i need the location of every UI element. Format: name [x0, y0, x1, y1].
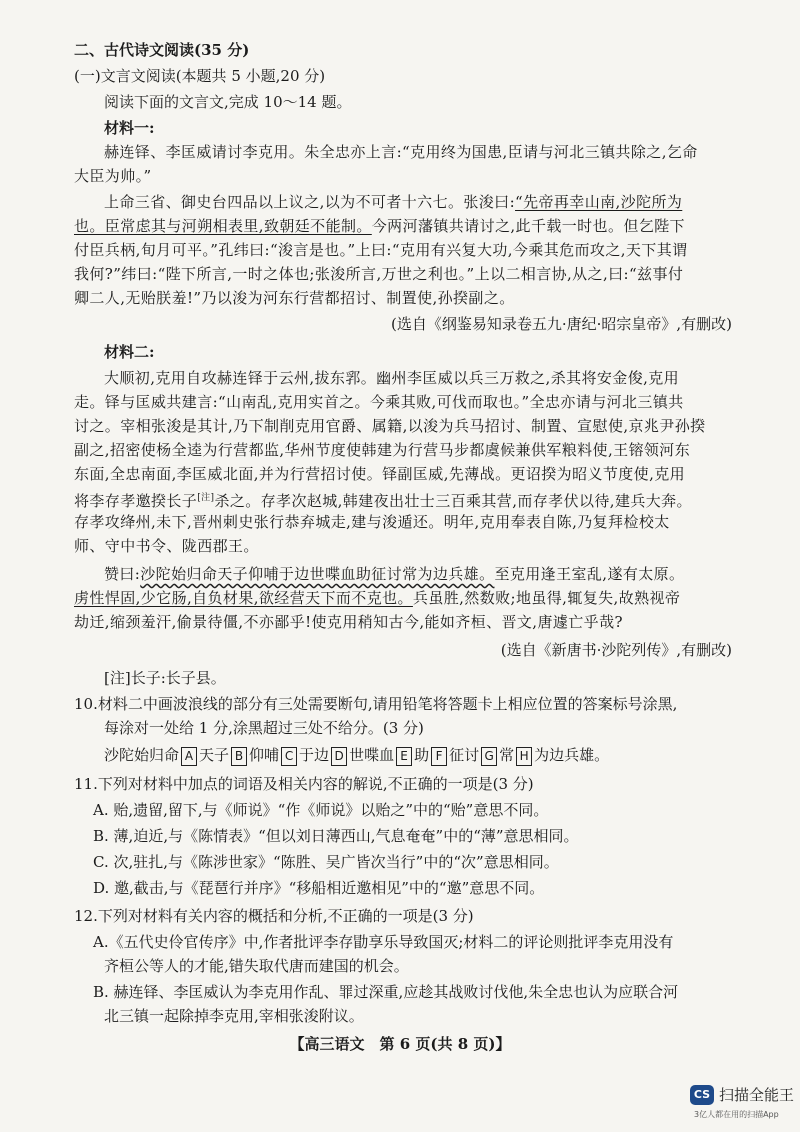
subsection-title: (一)文言文阅读(本题共 5 小题,20 分): [74, 67, 326, 85]
q12-option-b-line2: 北三镇一起除掉李克用,宰相张浚附议。: [104, 1007, 364, 1025]
answer-box-h[interactable]: H: [516, 747, 532, 766]
note-mark: [注]: [197, 493, 215, 503]
segment: 助: [414, 746, 430, 764]
underlined-text: 也。臣常虑其与河朔相表里,致朝廷不能制。: [74, 217, 372, 235]
q10-segment-line: [104, 745, 800, 766]
underlined-text: 虏性悍固,少它肠,自负材果,欲经营天下而不克也。: [74, 589, 413, 607]
m2-p1-line4: 副之,招密使杨全逵为行营都监,华州节度使韩建为行营马步都虞候兼供军粮料使,王镕领河东: [74, 441, 691, 459]
m1-p2-line2: [74, 216, 800, 236]
q10-stem2: 每涂对一处给 1 分,涂黑超过三处不给分。(3 分): [104, 719, 424, 737]
underlined-text: “先帝再幸山南,沙陀所为: [515, 193, 683, 211]
q10-text: 材料二中画波浪线的部分有三处需要断句,请用铅笔将答题卡上相应位置的答案标号涂黑,: [97, 695, 678, 713]
m1-p2-line3: 付臣兵柄,旬月可平。”孔纬曰:“浚言是也。”上曰:“克用有兴复大功,今乘其危而攻之,天下其谓: [74, 241, 688, 259]
text: 至克用逢王室乱,遂有太原。: [494, 565, 685, 583]
instruction: 阅读下面的文言文,完成 10～14 题。: [104, 93, 352, 111]
q12-stem: 12.下列对材料有关内容的概括和分析,不正确的一项是(3 分): [74, 907, 474, 925]
m1-p2-line1: [104, 192, 800, 212]
m2-p1-line6: [74, 488, 800, 511]
q11-stem: 11.下列对材料中加点的词语及相关内容的解说,不正确的一项是(3 分): [74, 775, 534, 793]
answer-box-d[interactable]: D: [331, 747, 347, 766]
text: 今两河藩镇共请讨之,此千载一时也。但乞陛下: [371, 217, 685, 235]
m2-p1-line3: 讨之。宰相张浚是其计,乃下制削克用官爵、属籍,以浚为兵马招讨、制置、宣慰使,京兆尹孙揆: [74, 417, 706, 435]
segment: 沙陀始归命: [104, 746, 180, 764]
m1-p2-line5: 卿二人,无贻朕羞!”乃以浚为河东行营都招讨、制置使,孙揆副之。: [74, 289, 515, 307]
material1-label: 材料一:: [104, 119, 155, 137]
text: 赞曰:: [104, 565, 141, 583]
m2-p2-line2: [74, 588, 800, 608]
material2-label: 材料二:: [104, 343, 155, 361]
text: 将李存孝邀揆长子: [74, 492, 198, 510]
q11-option-a: A. 贻,遗留,留下,与《师说》“作《师说》以贻之”中的“贻”意思不同。: [93, 801, 549, 819]
scanner-tagline: 3亿人都在用的扫描App: [694, 1110, 779, 1119]
m1-source: (选自《纲鉴易知录卷五九·唐纪·昭宗皇帝》,有删改): [390, 315, 732, 333]
text: 上命三省、御史台四品以上议之,以为不可者十六七。张浚曰:: [104, 193, 516, 211]
q10-number: 10.: [74, 695, 98, 713]
segment: 为边兵雄。: [534, 746, 610, 764]
answer-box-f[interactable]: F: [431, 747, 447, 766]
wavy-underlined-text: 沙陀始归命天子仰哺于边世喋血助征讨常为边兵雄。: [140, 565, 495, 583]
answer-box-b[interactable]: B: [231, 747, 247, 766]
text: 杀之。存孝次赵城,韩建夜出壮士三百乘其营,而存孝伏以待,建兵大奔。: [214, 492, 692, 510]
m2-p1-line7: 存孝攻绛州,未下,晋州刺史张行恭弃城走,建与浚遁还。明年,克用奉表自陈,乃复拜检校太: [74, 513, 670, 531]
segment: 于边: [299, 746, 330, 764]
m2-p1-line8: 师、守中书令、陇西郡王。: [74, 537, 259, 555]
m2-p2-line1: [104, 564, 800, 584]
section-title: 二、古代诗文阅读(35 分): [74, 41, 250, 59]
page-footer: 【高三语文 第 6 页(共 8 页)】: [289, 1035, 511, 1053]
m1-p1-line1: 赫连铎、李匡威请讨李克用。朱全忠亦上言:“克用终为国患,臣请与河北三镇共除之,乞命: [104, 143, 698, 161]
answer-box-g[interactable]: G: [481, 747, 497, 766]
segment: 世喋血: [349, 746, 395, 764]
q11-option-c: C. 次,驻扎,与《陈涉世家》“陈胜、吴广皆次当行”中的“次”意思相同。: [93, 853, 559, 871]
m1-p2-line4: 我何?”纬曰:“陛下所言,一时之体也;张浚所言,万世之利也。”上以二相言协,从之,曰:“兹事付: [74, 265, 684, 283]
note: [注]长子:长子县。: [104, 669, 226, 687]
m2-source: (选自《新唐书·沙陀列传》,有删改): [500, 641, 732, 659]
segment: 常: [499, 746, 515, 764]
segment: 仰哺: [249, 746, 280, 764]
q12-option-a-line2: 齐桓公等人的才能,错失取代唐而建国的机会。: [104, 957, 409, 975]
scanner-logo-icon: CS: [690, 1085, 714, 1105]
m2-p1-line2: 走。铎与匡威共建言:“山南乱,克用实首之。今乘其败,可伐而取也。”全忠亦请与河北三镇共: [74, 393, 684, 411]
scanner-watermark: [690, 1083, 800, 1123]
segment: 天子: [199, 746, 230, 764]
segment: 征讨: [449, 746, 480, 764]
text: 兵虽胜,然数败;地虽得,辄复失,故熟视帝: [412, 589, 681, 607]
q12-option-a-line1: A.《五代史伶官传序》中,作者批评李存勖享乐导致国灭;材料二的评论则批评李克用没有: [93, 933, 674, 951]
m2-p1-line5: 东面,全忠南面,李匡威北面,并为行营招讨使。铎副匡威,先薄战。更诏揆为昭义节度使,克用: [74, 465, 686, 483]
q11-option-b: B. 薄,迫近,与《陈情表》“但以刘日薄西山,气息奄奄”中的“薄”意思相同。: [93, 827, 579, 845]
scanner-brand: 扫描全能王: [719, 1086, 795, 1104]
m1-p1-line2: 大臣为帅。”: [74, 167, 152, 185]
answer-box-e[interactable]: E: [396, 747, 412, 766]
q10-stem: [74, 694, 800, 714]
m2-p1-line1: 大顺初,克用自攻赫连铎于云州,拔东郛。幽州李匡威以兵三万救之,杀其将安金俊,克用: [104, 369, 680, 387]
q11-option-d: D. 邀,截击,与《琵琶行并序》“移船相近邀相见”中的“邀”意思不同。: [93, 879, 545, 897]
q12-option-b-line1: B. 赫连铎、李匡威认为李克用作乱、罪过深重,应趁其战败讨伐他,朱全忠也认为应联合河: [93, 983, 679, 1001]
answer-box-c[interactable]: C: [281, 747, 297, 766]
m2-p2-line3: 劫迁,缩颈羞汗,偷景待僵,不亦鄙乎!使克用稍知古今,能如齐桓、晋文,唐遽亡乎哉?: [74, 613, 623, 631]
answer-box-a[interactable]: A: [181, 747, 197, 766]
